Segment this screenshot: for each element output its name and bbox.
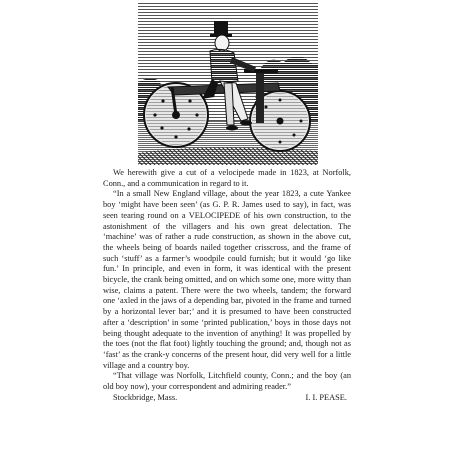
steering-post (256, 69, 264, 123)
article-closing: “That village was Norfolk, Litchfield county, Conn.; and the boy (an old boy now), your correspondent and admiring reader.” (103, 371, 351, 392)
article-letter: “In a small New England village, about the year 1823, a cute Yankee boy ‘might have been seen’ (as G. P. R. James used to say), in fact, was seen tearing round on a VELOCIPEDE of his own construction, to the astonishment of the villagers and his own great delectation. The ‘machine’ was of rather a rude construction, as shown in the above cut, the wheels being of boards nailed together crisscross, and the frame of such ‘stuff’ as a farmer’s woodpile could furnish; but it would ‘go like fun.’ In principle, and even in form, it was identical with the present bicycle, the crank being omitted, and on which some one, more witty than wise, claims a patent. There were the two wheels, tandem; the forward one ‘axled in the jaws of a depending bar, pivoted in the frame and turned by a horizontal lever bar;’ and it is presumed to have been constructed after a ‘description’ in some ‘printed publication,’ boys in those days not being thought adequate to the invention of anything! It was propelled by the toes (not the flat foot) lightly touching the ground; and, though not as ‘fast’ as the crank-y concerns of the present hour, did very well for a little village and a country boy. (103, 189, 351, 370)
velocipede-engraving (138, 3, 318, 165)
article-intro: We herewith give a cut of a velocipede made in 1823, at Norfolk, Conn., and a communication in regard to it. (103, 168, 351, 188)
signature-author: I. I. PEASE. (305, 392, 347, 402)
article-body (103, 168, 351, 403)
signature-row (103, 393, 351, 404)
signature-place: Stockbridge, Mass. (113, 392, 178, 402)
ground-shadow (138, 147, 318, 165)
engraving-svg (138, 3, 318, 165)
